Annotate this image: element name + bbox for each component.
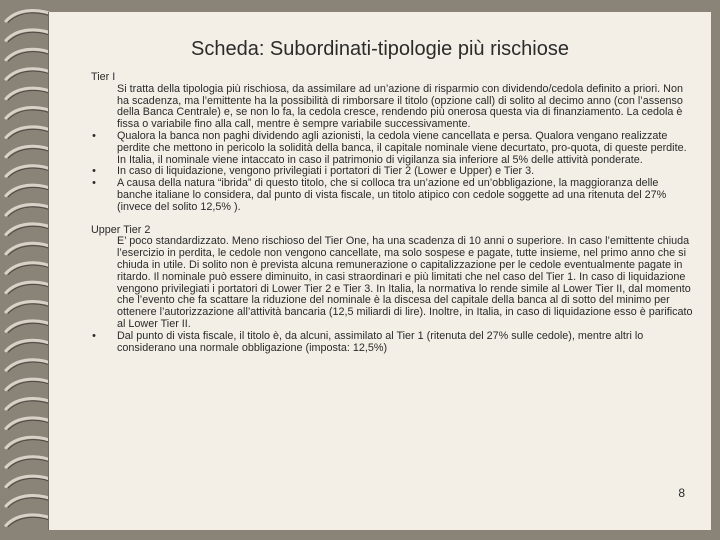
tier1-bullet [92, 177, 696, 213]
tier1-heading: Tier I [91, 71, 116, 83]
page-number: 8 [678, 486, 685, 500]
bullet-dot: • [92, 329, 96, 342]
bullet-text: Dal punto di vista fiscale, il titolo è, da alcuni, assimilato al Tier 1 (ritenuta del 27% sulle cedole), mentre altri lo considerano una normale obbligazione (imposta: 12,5%) [117, 329, 644, 354]
upper-tier2-intro: E’ poco standardizzato. Meno rischioso del Tier One, ha una scadenza di 10 anni o superiore. In caso l’emittente chiuda l’esercizio in perdita, le cedole non vengono cancellate, ma solo sospese e pagate, tutte insieme, nel primo anno che si chiuda in utile. Di solito non è prevista alcuna remunerazione o capitalizzazione per le cedole eventualmente pagate in ritardo. Il nominale può essere diminuito, in casi straordinari e più limitati che nel caso del Tier 1. In caso di liquidazione vengono privilegiati i portatori di Lower Tier 2 e Tier 3. In Italia, la normativa lo rende simile al Lower Tier II, dal momento che l’evento che fa scattare la riduzione del nominale è la discesa del capitale della banca al di sotto del minimo per ottenere l’autorizzazione all’attività bancaria (12,5 miliardi di lire). Inoltre, in Italia, in caso di liquidazione esso è parificato al Lower Tier II. [117, 235, 693, 330]
bullet-dot: • [92, 165, 96, 178]
bullet-text: Qualora la banca non paghi dividendo agli azionisti, la cedola viene cancellata e persa. Qualora vengano realizzate perdite che mettono in pericolo la solidità della banca, il capitale nominale viene decurtato, pro-quota, di queste perdite. In Italia, il nominale viene intaccato in caso il patrimonio di vigilanza sia inferiore al 5% delle attività ponderate. [117, 129, 687, 166]
upper-tier2-section [91, 225, 696, 355]
bullet-dot: • [92, 177, 96, 190]
bullet-text: In caso di liquidazione, vengono privilegiati i portatori di Tier 2 (Lower e Upper) e Tier 3. [117, 165, 535, 178]
tier1-intro: Si tratta della tipologia più rischiosa, da assimilare ad un’azione di risparmio con dividendo/cedola definito a priori. Non ha scadenza, ma l’emittente ha la possibilità di rimborsare il titolo (opzione call) di solito al decimo anno (con l’assenso della Banca Centrale) e, se non lo fa, la cedola cresce, rendendo più onerosa questa via di finanziamento. La cedola è fissa o variabile fino alla call, mentre è sempre variabile successivamente. [117, 82, 683, 131]
tier1-section [91, 72, 696, 214]
slide [48, 12, 711, 530]
slide-title: Scheda: Subordinati-tipologie più rischiose [190, 38, 569, 60]
bullet-text: A causa della natura “ibrida” di questo titolo, che si colloca tra un’azione ed un’obbligazione, la maggioranza delle banche italiane lo considera, dal punto di vista fiscale, un titolo atipico con cedole soggette ad una ritenuta del 27% (invece del solito 12,5% ). [117, 177, 667, 213]
upper-tier2-bullet [92, 329, 696, 355]
slide-content [91, 72, 696, 354]
upper-tier2-heading: Upper Tier 2 [91, 223, 151, 236]
bullet-dot: • [92, 129, 96, 142]
tier1-bullet [92, 129, 696, 166]
